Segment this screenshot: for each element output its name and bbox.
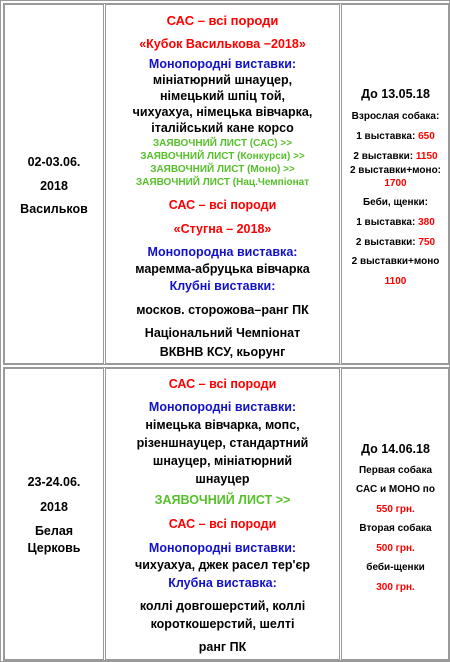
- breed-line: чихуахуа, німецька вівчарка,: [132, 105, 313, 119]
- price-line-label: 2 выставки+моно:: [349, 165, 442, 176]
- event-city: Васильков: [20, 202, 88, 216]
- mono-shows-label: Монопородні виставки:: [148, 57, 297, 71]
- price-value: 1700: [384, 178, 407, 189]
- price-line: 1 выставка: 380: [356, 217, 435, 228]
- club-line: коллі довгошерстий, коллі: [139, 599, 306, 613]
- application-link-mono[interactable]: ЗАЯВОЧНИЙ ЛИСТ (Моно) >>: [150, 164, 295, 175]
- national-line: ВКВНВ КСУ, кьорунг: [159, 345, 286, 359]
- price-line-label: Вторая собака: [359, 523, 432, 534]
- events-cell: [105, 368, 340, 660]
- application-link[interactable]: ЗАЯВОЧНИЙ ЛИСТ >>: [154, 493, 291, 507]
- breed-line: шнауцер, мініатюрний: [152, 454, 293, 468]
- price-line-label: беби-щенки: [366, 562, 425, 573]
- mono-show-label: Монопородна виставка:: [147, 245, 298, 259]
- breed-line: різеншнауцер, стандартний: [136, 436, 309, 450]
- price-line: 2 выставки: 750: [355, 237, 436, 248]
- events-cell: [105, 4, 340, 364]
- adult-label: Взрослая собака:: [351, 111, 440, 122]
- price-value: 550 грн.: [376, 504, 415, 515]
- price-value: 1100: [384, 276, 407, 287]
- breed-line: німецький шпіц той,: [159, 89, 286, 103]
- breed-line: шнауцер: [195, 472, 250, 486]
- event-city: Белая: [34, 524, 74, 538]
- breed-line: маремма-абруцька вівчарка: [135, 262, 310, 276]
- baby-label: Беби, щенки:: [362, 197, 429, 208]
- event-date: 02-03.06.: [27, 155, 81, 169]
- event-date: 23-24.06.: [27, 475, 81, 489]
- date-cell: [4, 4, 104, 364]
- price-value: 300 грн.: [376, 582, 415, 593]
- club-shows-label: Клубні виставки:: [169, 279, 276, 293]
- club-line: москов. сторожова–ранг ПК: [136, 303, 309, 317]
- rank-label: ранг ПК: [198, 640, 247, 654]
- club-show-label: Клубна виставка:: [168, 576, 277, 590]
- breed-line: мініатюрний шнауцер,: [152, 73, 293, 87]
- breed-line: чихуахуа, джек расел тер'єр: [134, 558, 310, 572]
- club-line: короткошерстий, шелті: [150, 617, 295, 631]
- application-link-cac[interactable]: ЗАЯВОЧНИЙ ЛИСТ (САС) >>: [152, 138, 293, 149]
- national-line: Національний Чемпіонат: [144, 326, 301, 340]
- event-city: Церковь: [27, 541, 81, 555]
- event-year: 2018: [40, 500, 68, 514]
- price-line: 1 выставка: 650: [356, 131, 435, 142]
- date-cell: [4, 368, 104, 660]
- price-value: 500 грн.: [376, 543, 415, 554]
- deadline: До 14.06.18: [361, 442, 430, 456]
- mono-shows-label: Монопородні виставки:: [148, 541, 297, 555]
- show-title: «Кубок Василькова −2018»: [139, 37, 306, 51]
- prices-cell: [341, 368, 450, 660]
- prices-cell: [341, 4, 450, 364]
- event-year: 2018: [40, 179, 68, 193]
- cac-all-breeds: САС – всі породи: [168, 198, 277, 212]
- price-line-label: Первая собака: [358, 465, 433, 476]
- application-link-national[interactable]: ЗАЯВОЧНИЙ ЛИСТ (Нац.Чемпіонат: [135, 177, 310, 188]
- table-row: [3, 3, 449, 365]
- breed-line: італійський кане корсо: [151, 121, 294, 135]
- mono-shows-label: Монопородні виставки:: [148, 400, 297, 414]
- show-title: «Стугна – 2018»: [173, 222, 272, 236]
- cac-all-breeds: САС – всі породи: [166, 13, 279, 28]
- deadline: До 13.05.18: [361, 87, 430, 101]
- breed-line: німецька вівчарка, мопс,: [145, 418, 300, 432]
- price-line-label: САС и МОНО по: [356, 484, 435, 495]
- cac-all-breeds: САС – всі породи: [168, 517, 277, 531]
- price-line-label: 2 выставки+моно: [351, 256, 440, 267]
- table-row: [3, 367, 449, 661]
- application-link-contests[interactable]: ЗАЯВОЧНИЙ ЛИСТ (Конкурси) >>: [140, 151, 305, 162]
- cac-all-breeds: САС – всі породи: [168, 377, 277, 391]
- price-line: 2 выставки: 1150: [353, 151, 438, 162]
